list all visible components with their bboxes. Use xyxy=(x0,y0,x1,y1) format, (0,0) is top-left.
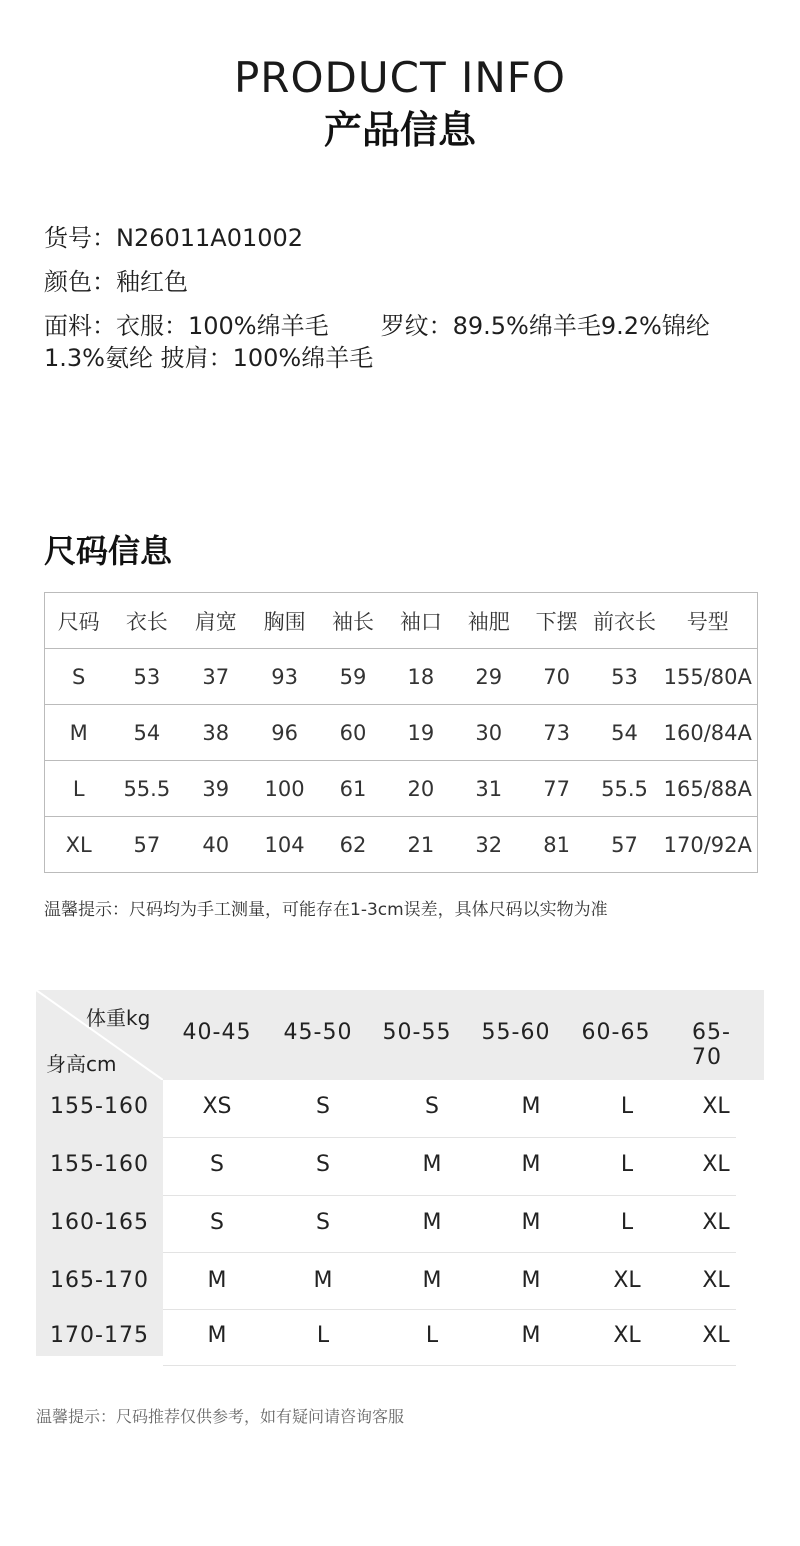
size-col-header: 尺码 xyxy=(45,593,113,649)
size-cell: L xyxy=(620,1210,634,1235)
table-cell: 62 xyxy=(319,817,387,873)
height-row-label: 160-165 xyxy=(50,1210,149,1235)
weight-col-header: 65-70 xyxy=(692,1020,731,1070)
page-title-cn: 产品信息 xyxy=(323,108,476,152)
size-cell: M xyxy=(521,1152,541,1177)
table-cell: L xyxy=(45,761,113,817)
weight-col-header: 40-45 xyxy=(182,1020,252,1045)
size-cell: XL xyxy=(613,1268,641,1293)
weight-col-header: 50-55 xyxy=(382,1020,452,1045)
size-cell: M xyxy=(207,1268,227,1293)
row-divider xyxy=(163,1309,736,1310)
fabric-main: 面料：衣服：100%绵羊毛 xyxy=(44,312,329,340)
fabric-rest: 1.3%氨纶 披肩：100%绵羊毛 xyxy=(44,344,374,372)
size-col-header: 衣长 xyxy=(112,593,181,649)
size-cell: M xyxy=(521,1210,541,1235)
size-cell: XL xyxy=(702,1152,730,1177)
table-cell: XL xyxy=(45,817,113,873)
size-table-header xyxy=(45,593,758,649)
size-col-header: 袖肥 xyxy=(455,593,523,649)
row-divider xyxy=(163,1195,736,1196)
weight-col-header: 45-50 xyxy=(283,1020,353,1045)
weight-col-header: 60-65 xyxy=(581,1020,651,1045)
table-cell: S xyxy=(45,649,113,705)
table-cell: 37 xyxy=(181,649,250,705)
size-cell: XS xyxy=(202,1094,232,1119)
size-col-header: 胸围 xyxy=(250,593,319,649)
table-cell: 70 xyxy=(523,649,591,705)
table-cell: 19 xyxy=(387,705,455,761)
table-cell: 93 xyxy=(250,649,319,705)
table-cell: 55.5 xyxy=(591,761,659,817)
size-cell: S xyxy=(316,1152,330,1177)
size-col-header: 前衣长 xyxy=(591,593,659,649)
table-cell: 165/88A xyxy=(658,761,757,817)
size-cell: S xyxy=(425,1094,439,1119)
fabric-line xyxy=(44,310,764,374)
size-col-header: 下摆 xyxy=(523,593,591,649)
table-cell: 170/92A xyxy=(658,817,757,873)
page-header xyxy=(0,52,800,154)
table-cell: 81 xyxy=(523,817,591,873)
table-cell: 59 xyxy=(319,649,387,705)
table-cell: 160/84A xyxy=(658,705,757,761)
recommendation-tip: 温馨提示：尺码推荐仅供参考，如有疑问请咨询客服 xyxy=(36,1407,405,1426)
size-cell: L xyxy=(620,1152,634,1177)
size-cell: M xyxy=(521,1094,541,1119)
table-cell: 155/80A xyxy=(658,649,757,705)
table-cell: M xyxy=(45,705,113,761)
corner-weight-label: 体重kg xyxy=(86,1006,151,1030)
size-tip: 温馨提示：尺码均为手工测量，可能存在1-3cm误差，具体尺码以实物为准 xyxy=(44,900,608,920)
table-cell: 20 xyxy=(387,761,455,817)
size-col-header: 肩宽 xyxy=(181,593,250,649)
size-col-header: 袖口 xyxy=(387,593,455,649)
table-cell: 100 xyxy=(250,761,319,817)
fabric-rib: 罗纹：89.5%绵羊毛9.2%锦纶 xyxy=(380,312,710,340)
table-cell: 21 xyxy=(387,817,455,873)
height-row-label: 155-160 xyxy=(50,1152,149,1177)
table-cell: 29 xyxy=(455,649,523,705)
size-cell: M xyxy=(422,1268,442,1293)
table-cell: 57 xyxy=(591,817,659,873)
size-cell: L xyxy=(620,1094,634,1119)
size-cell: XL xyxy=(613,1323,641,1348)
table-cell: 96 xyxy=(250,705,319,761)
table-cell: 77 xyxy=(523,761,591,817)
table-cell: 104 xyxy=(250,817,319,873)
size-cell: XL xyxy=(702,1210,730,1235)
size-cell: L xyxy=(316,1323,330,1348)
table-cell: 73 xyxy=(523,705,591,761)
color-line: 颜色：釉红色 xyxy=(44,268,188,296)
row-divider xyxy=(163,1252,736,1253)
table-cell: 54 xyxy=(591,705,659,761)
size-cell: M xyxy=(422,1152,442,1177)
size-cell: S xyxy=(210,1210,224,1235)
table-cell: 53 xyxy=(112,649,181,705)
table-row xyxy=(45,705,758,761)
size-cell: S xyxy=(210,1152,224,1177)
height-row-label: 170-175 xyxy=(50,1323,149,1348)
size-col-header: 袖长 xyxy=(319,593,387,649)
size-col-header: 号型 xyxy=(658,593,757,649)
table-cell: 38 xyxy=(181,705,250,761)
row-divider xyxy=(163,1365,736,1366)
table-cell: 61 xyxy=(319,761,387,817)
table-row xyxy=(45,761,758,817)
table-cell: 18 xyxy=(387,649,455,705)
page-title-en: PRODUCT INFO xyxy=(233,53,566,102)
size-cell: M xyxy=(422,1210,442,1235)
table-row xyxy=(45,649,758,705)
table-cell: 32 xyxy=(455,817,523,873)
table-cell: 31 xyxy=(455,761,523,817)
size-cell: M xyxy=(313,1268,333,1293)
table-cell: 30 xyxy=(455,705,523,761)
size-cell: S xyxy=(316,1094,330,1119)
size-cell: M xyxy=(207,1323,227,1348)
size-section-title: 尺码信息 xyxy=(44,532,173,570)
table-cell: 57 xyxy=(112,817,181,873)
table-cell: 40 xyxy=(181,817,250,873)
size-cell: XL xyxy=(702,1268,730,1293)
table-cell: 53 xyxy=(591,649,659,705)
weight-col-header: 55-60 xyxy=(481,1020,551,1045)
product-info xyxy=(44,216,764,374)
table-cell: 60 xyxy=(319,705,387,761)
corner-height-label: 身高cm xyxy=(46,1052,117,1076)
size-cell: S xyxy=(316,1210,330,1235)
table-cell: 54 xyxy=(112,705,181,761)
size-cell: XL xyxy=(702,1323,730,1348)
size-recommendation-table xyxy=(36,990,764,1366)
table-cell: 39 xyxy=(181,761,250,817)
sku-line: 货号：N26011A01002 xyxy=(44,224,304,252)
table-cell: 55.5 xyxy=(112,761,181,817)
height-row-label: 155-160 xyxy=(50,1094,149,1119)
size-table xyxy=(44,592,758,873)
size-cell: L xyxy=(425,1323,439,1348)
row-divider xyxy=(163,1137,736,1138)
size-cell: XL xyxy=(702,1094,730,1119)
height-row-label: 165-170 xyxy=(50,1268,149,1293)
table-row xyxy=(45,817,758,873)
size-cell: M xyxy=(521,1268,541,1293)
size-cell: M xyxy=(521,1323,541,1348)
